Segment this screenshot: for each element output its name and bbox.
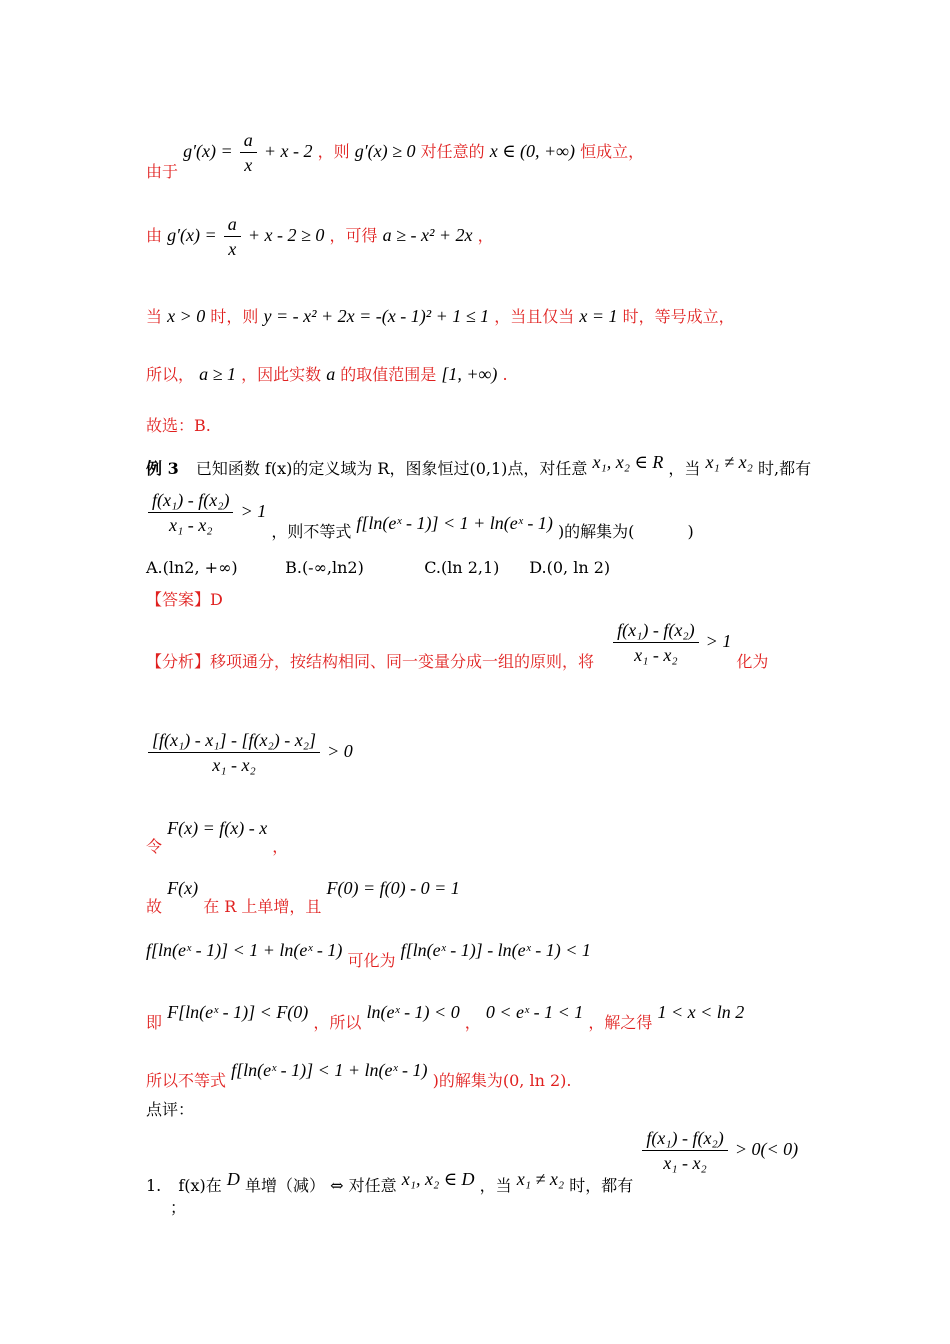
option-a: A.(ln2, +∞) [146, 558, 238, 577]
text: 当 [146, 307, 163, 326]
fraction: $\frac{\text{[f(x₁) - x₁] - [f(x₂) - x₂]}}{\text{x₁ - x₂}}$ [148, 730, 320, 775]
text: ，可得 [329, 226, 378, 245]
formula: F(0) = f(0) - 0 = 1 [326, 878, 460, 898]
options [146, 558, 610, 578]
example-3-line [146, 452, 812, 479]
formula: > 0(< 0) [734, 1139, 799, 1159]
text: 恒成立， [580, 142, 645, 161]
text: 在 R 上单增，且 [203, 897, 322, 916]
formula: > 0 [327, 741, 353, 761]
formula: > 1 [240, 501, 267, 521]
transformed-fraction [146, 730, 353, 775]
formula: 1 < x < ln 2 [657, 1002, 745, 1022]
text: ，则 [317, 142, 350, 161]
formula: x₁, x₂ ∈ R [592, 452, 664, 472]
option-c: C.(ln 2,1) [424, 558, 500, 577]
text: 单增（减） [244, 1176, 325, 1195]
text: 由于 [146, 162, 179, 181]
text: ，当且仅当 [494, 307, 575, 326]
text: f(x)在 [178, 1176, 222, 1195]
example-3-inequality [146, 490, 694, 541]
formula: f[ln(eˣ - 1)] < 1 + ln(eˣ - 1) [231, 1060, 428, 1080]
text: 对任意的 [420, 142, 485, 161]
fraction: $\frac{\text{f(x₁) - f(x₂)}}{\text{x₁ - x₂}}$ [613, 620, 698, 665]
text: 时，等号成立， [622, 307, 735, 326]
line-3 [146, 306, 735, 327]
define-F [146, 818, 289, 856]
text: ) [687, 522, 694, 541]
line-4 [146, 364, 508, 385]
text: 由 [146, 226, 163, 245]
text: 的取值范围是 [340, 365, 437, 384]
equivalence-symbol: ⇔ [330, 1176, 344, 1195]
formula: y = - x² + 2x = -(x - 1)² + 1 ≤ 1 [263, 306, 490, 326]
formula: x ∈ (0, +∞) [489, 141, 575, 161]
formula: a ≥ 1 [199, 364, 236, 384]
example-label: 例 3 [146, 459, 179, 478]
text: ，当 [479, 1176, 512, 1195]
text: 时，则 [210, 307, 259, 326]
text: 点评： [146, 1100, 195, 1119]
text: ， [477, 226, 494, 245]
text: 已知函数 f(x)的定义域为 R，图象恒过(0,1)点，对任意 [195, 459, 588, 478]
text: ，所以 [313, 1013, 362, 1032]
analysis [146, 620, 769, 671]
conclusion-line [146, 1060, 572, 1090]
text: 对任意 [348, 1176, 397, 1195]
line-5 [146, 416, 211, 436]
text: 时，都有 [569, 1176, 634, 1195]
text: 令 [146, 837, 163, 856]
monotonic-line [146, 878, 460, 916]
text: ； [170, 1198, 187, 1217]
formula: D [226, 1169, 240, 1189]
text: 所以， [146, 365, 195, 384]
fraction: $\frac{a}{x}$ [240, 130, 257, 175]
formula: x₁, x₂ ∈ D [401, 1169, 475, 1189]
text: )的解集为( [557, 522, 635, 541]
text: 可化为 [347, 951, 396, 970]
line-2 [146, 214, 494, 259]
analysis-label: 【分析】移项通分，按结构相同、同一变量分成一组的原则，将 [146, 652, 595, 671]
formula: a [326, 364, 336, 384]
text: . [502, 365, 508, 384]
point-1-end [170, 1198, 186, 1218]
formula: ln(eˣ - 1) < 0 [366, 1002, 460, 1022]
formula: x₁ ≠ x₂ [516, 1169, 565, 1189]
text: ，因此实数 [241, 365, 322, 384]
formula: + x - 2 [263, 141, 313, 161]
formula: x₁ ≠ x₂ [705, 452, 753, 472]
text: ， [272, 837, 289, 856]
formula: > 1 [705, 631, 732, 651]
formula: a ≥ - x² + 2x [382, 225, 473, 245]
formula: F[ln(eˣ - 1)] < F(0) [167, 1002, 309, 1022]
text: 所以不等式 [146, 1071, 227, 1090]
formula: F(x) [167, 878, 199, 898]
formula: f[ln(eˣ - 1)] < 1 + ln(eˣ - 1) [146, 940, 343, 960]
option-d: D.(0, ln 2) [529, 558, 611, 577]
text: 化为 [736, 652, 769, 671]
formula: [1, +∞) [441, 364, 498, 384]
formula: g′(x) = [167, 225, 217, 245]
text: 故选：B. [146, 416, 211, 435]
point-1 [146, 1128, 799, 1195]
fraction: $\frac{\text{f(x₁) - f(x₂)}}{\text{x₁ - x₂}}$ [642, 1128, 727, 1173]
text: ， [464, 1013, 481, 1032]
text: 即 [146, 1013, 163, 1032]
text: 故 [146, 897, 163, 916]
formula: g′(x) = [183, 141, 233, 161]
formula: f[ln(eˣ - 1)] - ln(eˣ - 1) < 1 [400, 940, 591, 960]
answer-label: 【答案】D [146, 590, 223, 609]
point-number: 1. [146, 1176, 162, 1195]
comment-label [146, 1100, 194, 1120]
formula: + x - 2 ≥ 0 [247, 225, 325, 245]
solve-line [146, 1002, 745, 1032]
option-b: B.(-∞,ln2) [285, 558, 364, 577]
formula: F(x) = f(x) - x [167, 818, 268, 838]
answer [146, 590, 223, 610]
formula: x = 1 [579, 306, 618, 326]
fraction: $\frac{a}{x}$ [224, 214, 241, 259]
formula: f[ln(eˣ - 1)] < 1 + ln(eˣ - 1) [356, 513, 553, 533]
line-1 [146, 130, 645, 181]
formula: x > 0 [167, 306, 206, 326]
text: ，当 [668, 459, 701, 478]
formula: 0 < eˣ - 1 < 1 [485, 1002, 584, 1022]
formula: g′(x) ≥ 0 [354, 141, 416, 161]
text: )的解集为(0, ln 2). [432, 1071, 572, 1090]
text: ，则不等式 [271, 522, 352, 541]
text: 时,都有 [758, 459, 812, 478]
fraction: $\frac{\text{f(x₁) - f(x₂)}}{\text{x₁ - x₂}}$ [148, 490, 233, 535]
rewrite-line [146, 940, 591, 970]
text: ，解之得 [588, 1013, 653, 1032]
